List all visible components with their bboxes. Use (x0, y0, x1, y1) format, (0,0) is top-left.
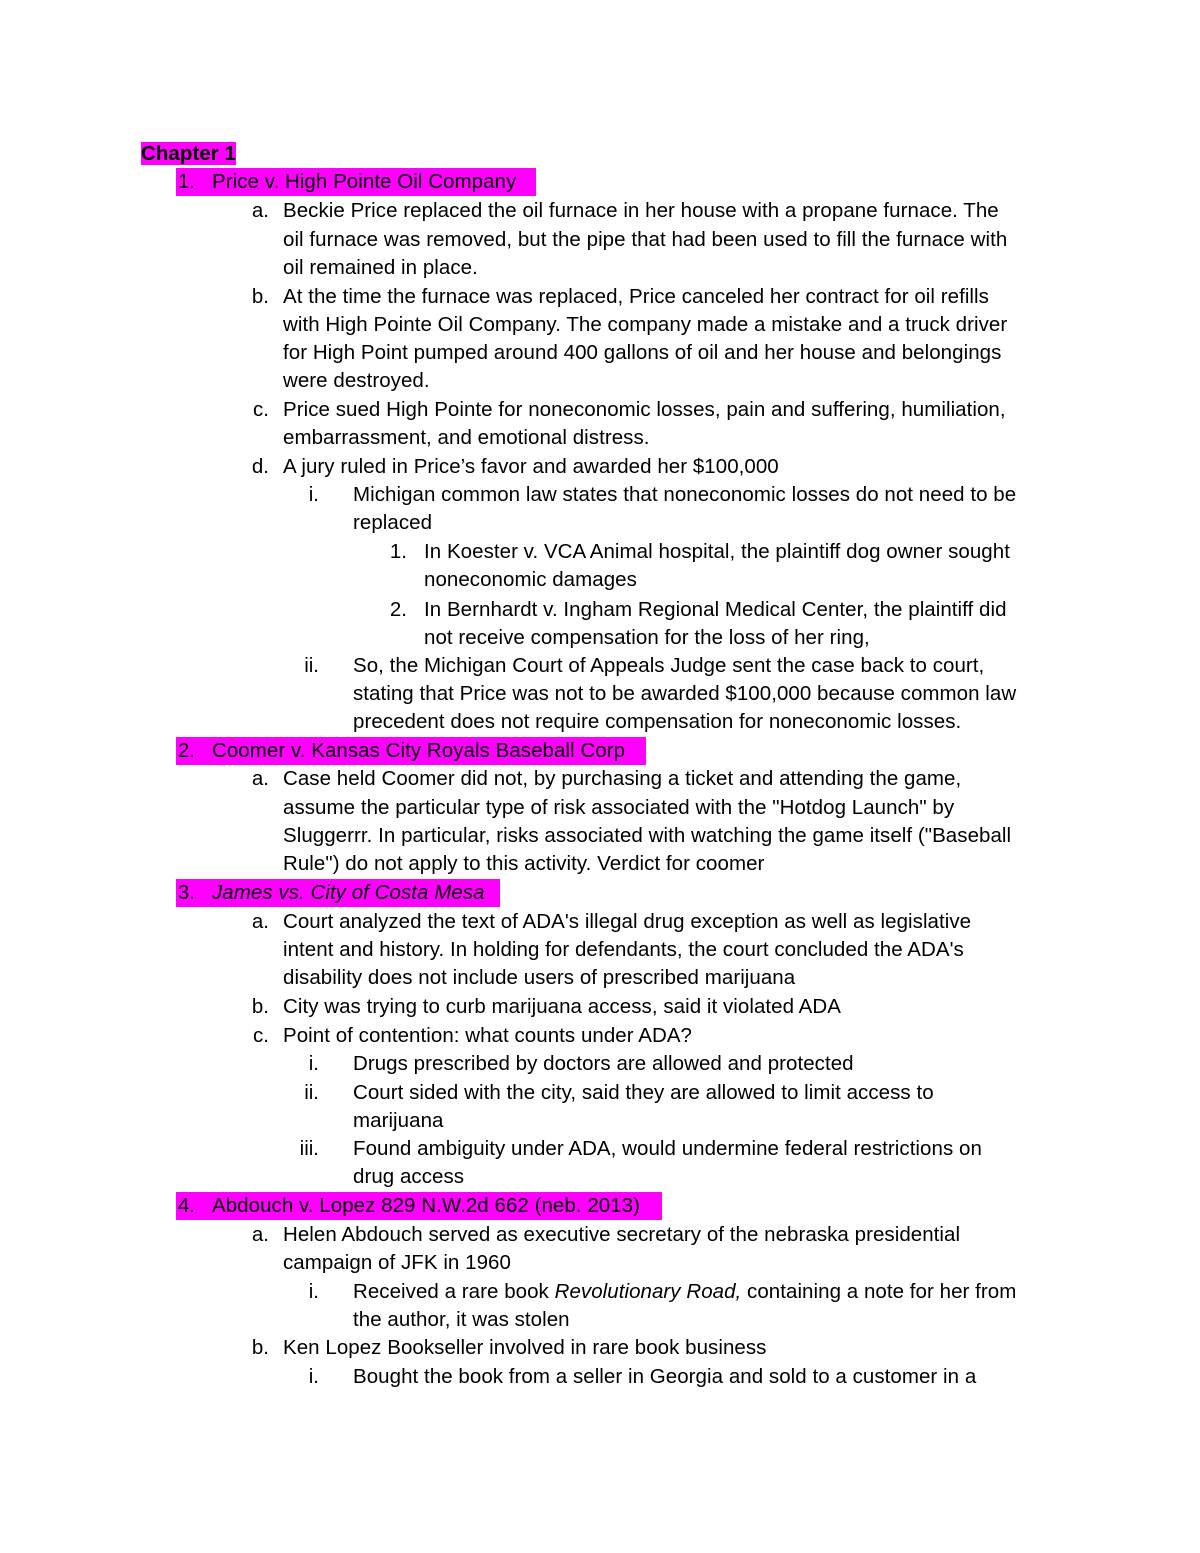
list-item-line: campaign of JFK in 1960 (283, 1251, 511, 1274)
list-item-line: Received a rare book Revolutionary Road, containing a note for her from (353, 1280, 1017, 1303)
list-item-line: assume the particular type of risk associated with the "Hotdog Launch" by (283, 796, 955, 819)
list-letter: a. (251, 1223, 269, 1246)
list-item-line: Court sided with the city, said they are allowed to limit access to (353, 1081, 934, 1104)
list-number: 1. (389, 540, 407, 563)
list-item-line: Ken Lopez Bookseller involved in rare book business (283, 1336, 767, 1359)
list-roman: i. (308, 1280, 319, 1303)
list-letter: b. (251, 995, 269, 1018)
list-item-line: intent and history. In holding for defendants, the court concluded the ADA's (283, 938, 964, 961)
list-item-line: not receive compensation for the loss of her ring, (424, 626, 870, 649)
list-roman: ii. (304, 654, 319, 677)
list-item-line: Sluggerrr. In particular, risks associated with watching the game itself ("Baseball (283, 824, 1012, 847)
list-roman: iii. (299, 1137, 319, 1160)
book-title: Revolutionary Road, (554, 1280, 742, 1303)
list-roman: ii. (304, 1081, 319, 1104)
list-item-line: precedent does not require compensation for noneconomic losses. (353, 710, 962, 733)
list-item-line: Point of contention: what counts under ADA? (283, 1024, 692, 1047)
list-item-line: Price sued High Pointe for noneconomic losses, pain and suffering, humiliation, (283, 398, 1006, 421)
list-item-line: replaced (353, 511, 433, 534)
list-item-line: oil furnace was removed, but the pipe that had been used to fill the furnace with (283, 228, 1008, 251)
list-item-line: Bought the book from a seller in Georgia and sold to a customer in a (353, 1365, 977, 1388)
list-item-line: Drugs prescribed by doctors are allowed and protected (353, 1052, 854, 1075)
list-letter: b. (251, 285, 269, 308)
list-roman: i. (308, 483, 319, 506)
list-item-line: Helen Abdouch served as executive secretary of the nebraska presidential (283, 1223, 961, 1246)
list-item-line: City was trying to curb marijuana access, said it violated ADA (283, 995, 841, 1018)
list-item-line: Beckie Price replaced the oil furnace in her house with a propane furnace. The (283, 199, 999, 222)
list-item-line: oil remained in place. (283, 256, 478, 279)
list-item-line: Rule") do not apply to this activity. Verdict for coomer (283, 852, 765, 875)
list-letter: a. (251, 767, 269, 790)
list-item-line: Case held Coomer did not, by purchasing a ticket and attending the game, (283, 767, 962, 790)
chapter-heading: Chapter 1 (141, 142, 237, 165)
list-item-line: the author, it was stolen (353, 1308, 570, 1331)
list-item-line: Found ambiguity under ADA, would undermine federal restrictions on (353, 1137, 982, 1160)
list-item-line: stating that Price was not to be awarded $100,000 because common law (353, 682, 1017, 705)
case-title: Abdouch v. Lopez 829 N.W.2d 662 (neb. 2013) (212, 1194, 641, 1217)
case-title: James vs. City of Costa Mesa (212, 881, 485, 904)
list-letter: d. (251, 455, 269, 478)
list-item-line: were destroyed. (283, 369, 430, 392)
list-letter: b. (251, 1336, 269, 1359)
list-item-line: In Koester v. VCA Animal hospital, the plaintiff dog owner sought (424, 540, 1010, 563)
list-item-line: At the time the furnace was replaced, Price canceled her contract for oil refills (283, 285, 989, 308)
list-letter: c. (253, 1024, 269, 1047)
list-letter: a. (251, 199, 269, 222)
case-title: Price v. High Pointe Oil Company (212, 170, 517, 193)
case-title: Coomer v. Kansas City Royals Baseball Corp (212, 739, 626, 762)
list-roman: i. (308, 1052, 319, 1075)
list-item-line: noneconomic damages (424, 568, 637, 591)
list-item-line: In Bernhardt v. Ingham Regional Medical Center, the plaintiff did (424, 598, 1007, 621)
list-item-line: with High Pointe Oil Company. The company made a mistake and a truck driver (283, 313, 1008, 336)
list-number: 2. (389, 598, 407, 621)
list-item-line: So, the Michigan Court of Appeals Judge sent the case back to court, (353, 654, 985, 677)
list-letter: a. (251, 910, 269, 933)
list-number: 3. (177, 881, 195, 904)
list-item-line: A jury ruled in Price’s favor and awarded her $100,000 (283, 455, 779, 478)
list-item-line: marijuana (353, 1109, 444, 1132)
list-item-line: embarrassment, and emotional distress. (283, 426, 650, 449)
list-item-line: for High Point pumped around 400 gallons of oil and her house and belongings (283, 341, 1002, 364)
list-number: 2. (177, 739, 195, 762)
list-item-line: Court analyzed the text of ADA's illegal drug exception as well as legislative (283, 910, 972, 933)
list-item-line: drug access (353, 1165, 465, 1188)
list-number: 4. (177, 1194, 195, 1217)
list-item-line: Michigan common law states that noneconomic losses do not need to be (353, 483, 1017, 506)
list-item-line: disability does not include users of prescribed marijuana (283, 966, 796, 989)
list-letter: c. (253, 398, 269, 421)
list-roman: i. (308, 1365, 319, 1388)
list-number: 1. (177, 170, 195, 193)
